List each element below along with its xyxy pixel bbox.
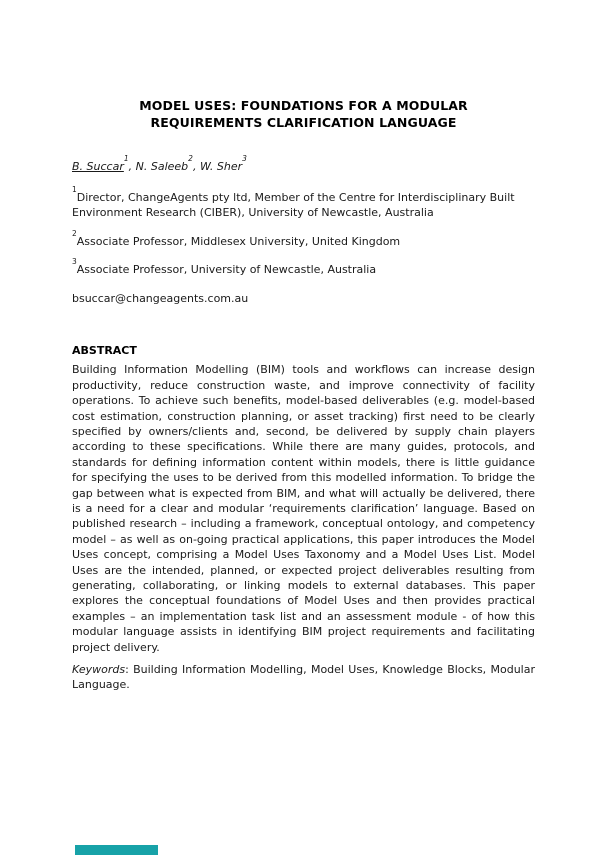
author-name-3: W. Sher	[199, 160, 243, 173]
affiliation-superscript-2: 2	[72, 229, 77, 239]
affiliation-superscript-1: 1	[72, 185, 77, 195]
paper-title	[72, 97, 535, 131]
author-name-2: N. Saleeb	[135, 160, 189, 173]
author-separator: ,	[128, 160, 136, 173]
abstract-body: Building Information Modelling (BIM) tools and workflows can increase design productivity, reduce construction waste, and improve connectivity of facility operations. To achieve such benefits, model-based deliverables (e.g. model-based cost estimation, construction planning, or asset tracking) first need to be clearly specified by owners/clients and, second, be delivered by supply chain players according to these specifications. While there are many guides, protocols, and standards for defining information content within models, there is little guidance for specifying the uses to be derived from this modelled information. To bridge the gap between what is expected from BIM, and what will actually be delivered, there is a need for a clear and modular ‘requirements clarification’ language. Based on published research – including a framework, conceptual ontology, and competency model – as well as on-going practical applications, this paper introduces the Model Uses concept, comprising a Model Uses Taxonomy and a Model Uses List. Model Uses are the intended, planned, or expected project deliverables resulting from generating, collaborating, or linking models to external databases. This paper explores the conceptual foundations of Model Uses and then provides practical examples – an implementation task list and an assessment module - of how this modular language assists in identifying BIM project requirements and facilitating project delivery.	[72, 363, 535, 654]
abstract-heading: ABSTRACT	[72, 343, 137, 357]
affiliation-text-2: Associate Professor, Middlesex University, United Kingdom	[76, 234, 401, 248]
affiliation-text-1: Director, ChangeAgents pty ltd, Member of the Centre for Interdisciplinary Built Environment Research (CIBER), University of Newcastle, Australia	[72, 190, 515, 220]
author-name-1: B. Succar	[72, 160, 124, 173]
page-content	[72, 0, 535, 693]
author-superscript-1: 1	[123, 154, 129, 164]
author-separator: ,	[192, 160, 200, 173]
paper-title-line2: REQUIREMENTS CLARIFICATION LANGUAGE	[150, 115, 457, 130]
author-superscript-2: 2	[188, 154, 193, 164]
paper-title-line1: MODEL USES: FOUNDATIONS FOR A MODULAR	[139, 98, 468, 113]
keywords-label: Keywords	[72, 663, 126, 677]
keywords-text: : Building Information Modelling, Model Uses, Knowledge Blocks, Modular Language.	[72, 663, 535, 692]
authors-line	[72, 154, 535, 174]
affiliation-1	[72, 185, 535, 221]
affiliation-2	[72, 229, 535, 249]
teal-accent-bar	[75, 845, 158, 855]
author-email: bsuccar@changeagents.com.au	[72, 291, 249, 305]
affiliation-3	[72, 257, 535, 277]
keywords-line	[72, 662, 535, 693]
affiliation-text-3: Associate Professor, University of Newcastle, Australia	[76, 263, 377, 277]
affiliation-superscript-3: 3	[72, 257, 77, 267]
author-superscript-3: 3	[242, 154, 247, 164]
